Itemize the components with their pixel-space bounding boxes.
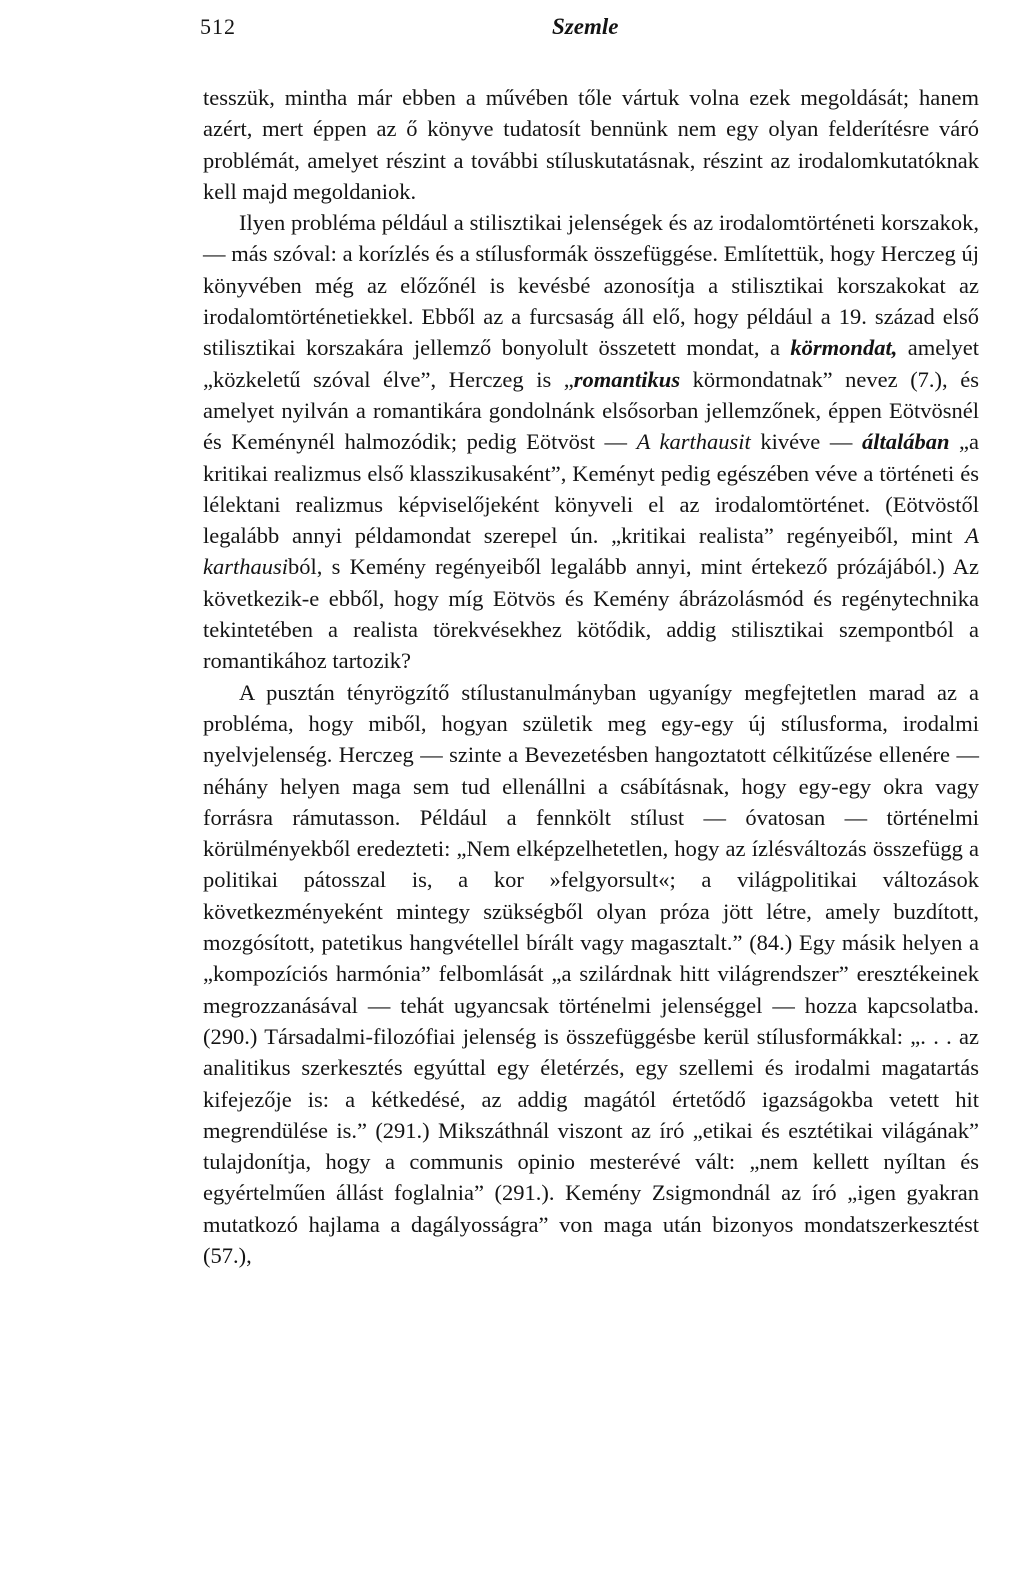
paragraph-text: kivéve — <box>750 429 862 455</box>
emphasis-romantikus: romantikus <box>573 366 681 392</box>
body-text <box>203 82 979 1271</box>
paragraph-text: Ilyen probléma például a stilisztikai jelenségek és az irodalomtörténeti korszakok, — más szóval: a korízlés és a stílusformák összefüggése. Említettük, hogy Herczeg új könyvében még az előzőnél is kevésbé azonosítja a stilisztikai korszakokat az irodalomtörténetiekkel. Ebből az a furcsaság áll elő, hogy például a 19. század első stilisztikai korszakára jellemző bonyolult összetett mondat, a <box>203 210 979 361</box>
paragraph-text: A pusztán tényrögzítő stílustanulmányban ugyanígy megfejtetlen marad az a probléma, hogy miből, hogyan születik meg egy-egy új stílusforma, irodalmi nyelvjelenség. Herczeg — szinte a Bevezetésben hangoztatott célkitűzése ellenére — néhány helyen maga sem tud ellenállni a csábításnak, hogy egy-egy okra vagy forrásra rámutasson. Például a fennkölt stílust — óvatosan — történelmi körülményekből eredezteti: „Nem elképzelhetetlen, hogy az ízlésváltozás összefügg a politikai pátosszal is, a kor »felgyorsult«; a világpolitikai változások következményeként mintegy szükségből olyan próza jött létre, amely buzdított, mozgósított, patetikus hangvétellel bírált vagy magasztalt.” (84.) Egy másik helyen a „kompozíciós harmónia” felbomlását „a szilárdnak hitt világrendszer” eresztékeinek megrozzanásával — tehát ugyancsak történelmi jelenséggel — hozza kapcsolatba. (290.) Társadalmi-filozófiai jelenség is összefüggésbe kerül stílusformákkal: „. . . az analitikus szerkesztés egyúttal egy életérzés, egy szellemi és irodalmi magatartás kifejezője is: a kétkedésé, az addig magától értetődő igazságokba vetett hit megrendülése is.” (291.) Mikszáthnál viszont az író „etikai és esztétikai világának” tulajdonítja, hogy a communis opinio mesterévé vált: „nem kellett nyíltan és egyértelműen állást foglalnia” (291.). Kemény Zsigmondnál az író „igen gyakran mutatkozó hajlama a dagályosságra” von maga után bizonyos mondatszerkesztést (57.), <box>203 679 979 1268</box>
running-head: Szemle <box>552 14 619 39</box>
paragraph-text: körmondatnak” nevez (7.), és amelyet nyilván a romantikára gondolnánk elsősorban jellemzőnek, éppen Eötvösnél és Keménynél halmozódik; pedig Eötvöst — <box>203 366 979 455</box>
paragraph-text: „a kritikai realizmus első klasszikusaként”, Keményt pedig egészében véve a történeti és lélektani realizmus képviselőjeként könyveli el az irodalomtörténet. (Eötvöstől legalább annyi példamondat szerepel ún. „kritikai realista” regényeiből, mint <box>203 429 980 549</box>
paragraph-text: tesszük, mintha már ebben a művében tőle vártuk volna ezek megoldását; hanem azért, mert éppen az ő könyve tudatosít bennünk nem egy olyan felderítésre váró problémát, amelyet részint a további stíluskutatásnak, részint az irodalomkutatóknak kell majd megoldaniok. <box>203 85 979 204</box>
emphasis-kormondat: körmondat, <box>790 335 898 361</box>
paragraph-3 <box>203 677 979 1272</box>
paragraph-text: ból, s Kemény regényeiből legalább annyi, mint értekező prózájából.) Az következik-e ebből, hogy míg Eötvös és Kemény ábrázolásmód és regénytechnika tekintetében a realista törekvésekhez kötődik, addig stilisztikai szempontból a romantikához tartozik? <box>203 554 979 674</box>
page-number: 512 <box>200 14 236 39</box>
title-a-karthausit: A karthausit <box>636 429 751 455</box>
emphasis-altalaban: általában <box>861 429 950 455</box>
title-a-karthausi: A karthausi <box>203 523 979 580</box>
paragraph-2 <box>203 207 979 676</box>
paragraph-text: amelyet „közkeletű szóval élve”, Herczeg is „ <box>203 335 979 392</box>
paragraph-1 <box>203 82 979 207</box>
